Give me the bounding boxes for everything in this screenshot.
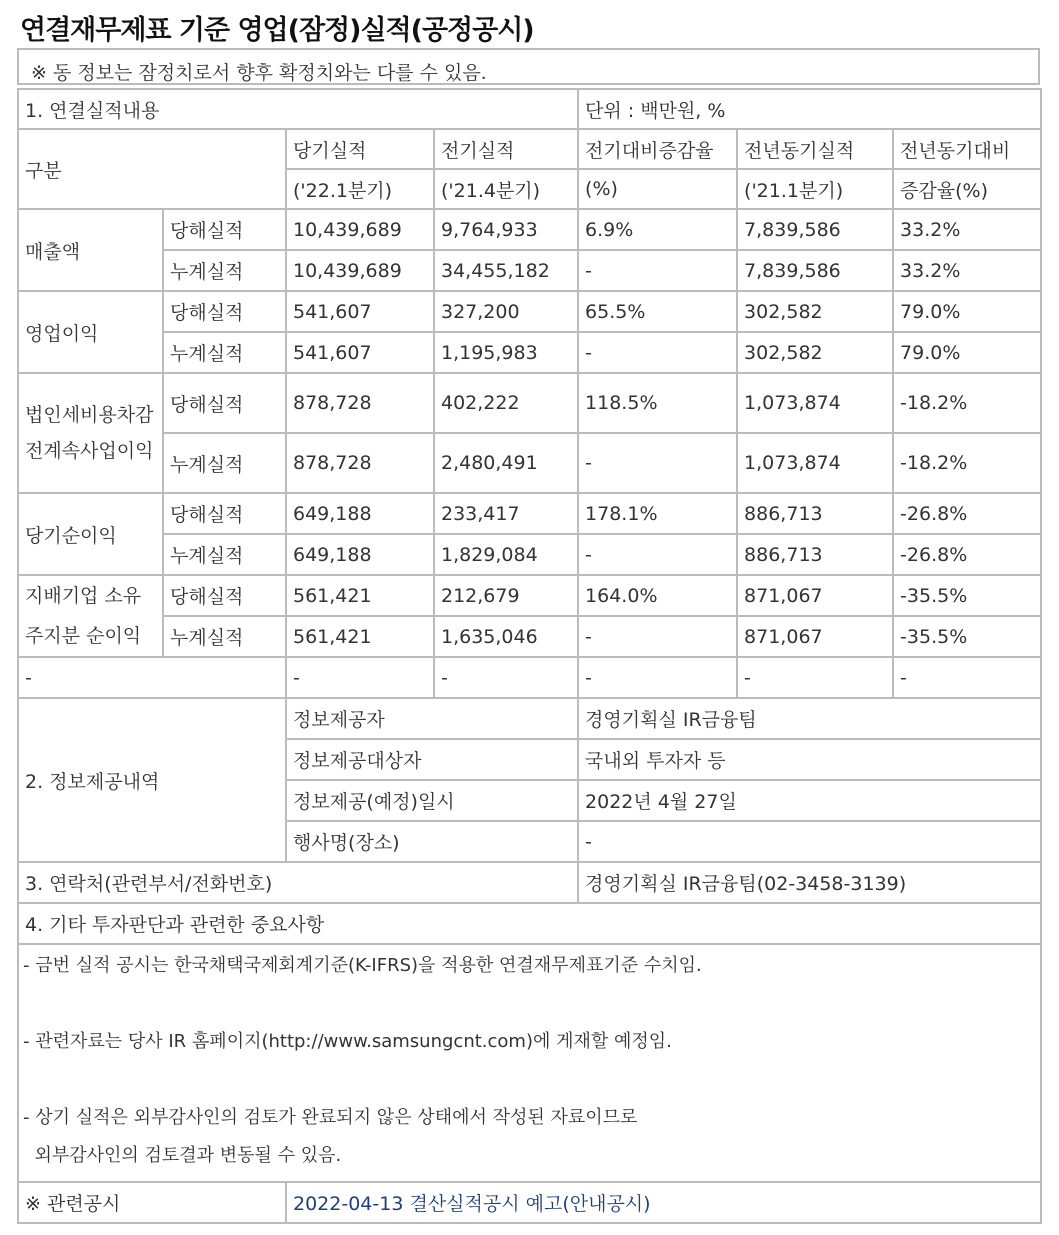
notes-block [18, 944, 1041, 1182]
row-label-revenue: 매출액 [18, 209, 163, 291]
cell-yoy-prev: 886,713 [737, 493, 893, 534]
cell-yoy: -35.5% [893, 616, 1041, 657]
cell-yoy: 79.0% [893, 332, 1041, 373]
notice-text: ※ 동 정보는 잠정치로서 향후 확정치와는 다를 수 있음. [17, 48, 1040, 85]
note-line: - 관련자료는 당사 IR 홈페이지(http://www.samsungcnt.com)에 게재할 예정임. [23, 1031, 672, 1052]
dash-cell: - [18, 657, 286, 698]
dash-cell: - [893, 657, 1041, 698]
header-current-period: ('22.1분기) [286, 169, 434, 209]
header-category: 구분 [18, 129, 286, 209]
cell-previous: 212,679 [434, 575, 578, 616]
info-key: 행사명(장소) [286, 821, 578, 862]
header-qoq-unit: (%) [578, 169, 737, 209]
row-type: 누계실적 [163, 433, 286, 493]
info-value: 국내외 투자자 등 [578, 739, 1041, 780]
cell-qoq: - [578, 433, 737, 493]
cell-qoq: 178.1% [578, 493, 737, 534]
cell-yoy: -26.8% [893, 534, 1041, 575]
row-type: 당해실적 [163, 373, 286, 433]
cell-yoy: -18.2% [893, 373, 1041, 433]
section1-label: 1. 연결실적내용 [18, 89, 578, 129]
cell-yoy-prev: 1,073,874 [737, 373, 893, 433]
cell-previous: 233,417 [434, 493, 578, 534]
row-label-net-income: 당기순이익 [18, 493, 163, 575]
note-line: 외부감사인의 검토결과 변동될 수 있음. [23, 1145, 342, 1166]
cell-yoy-prev: 871,067 [737, 616, 893, 657]
cell-qoq: - [578, 250, 737, 291]
cell-yoy-prev: 871,067 [737, 575, 893, 616]
row-type: 누계실적 [163, 534, 286, 575]
cell-current: 10,439,689 [286, 250, 434, 291]
cell-previous: 34,455,182 [434, 250, 578, 291]
header-yoy: 전년동기대비 [893, 129, 1041, 169]
row-label-pretax-income: 법인세비용차감전계속사업이익 [18, 373, 163, 493]
header-yoy-unit: 증감율(%) [893, 169, 1041, 209]
info-key: 정보제공(예정)일시 [286, 780, 578, 821]
results-table [17, 88, 1042, 1224]
cell-qoq: - [578, 616, 737, 657]
page-title: 연결재무제표 기준 영업(잠정)실적(공정공시) [20, 15, 534, 46]
row-type: 당해실적 [163, 209, 286, 250]
cell-yoy-prev: 7,839,586 [737, 250, 893, 291]
section3-label: 3. 연락처(관련부서/전화번호) [18, 862, 578, 903]
header-previous: 전기실적 [434, 129, 578, 169]
cell-current: 541,607 [286, 332, 434, 373]
dash-cell: - [737, 657, 893, 698]
cell-yoy: 33.2% [893, 250, 1041, 291]
cell-yoy: 33.2% [893, 209, 1041, 250]
cell-yoy: -35.5% [893, 575, 1041, 616]
info-value: 2022년 4월 27일 [578, 780, 1041, 821]
section2-label: 2. 정보제공내역 [18, 698, 286, 862]
header-yoy-prev-period: ('21.1분기) [737, 169, 893, 209]
header-qoq: 전기대비증감율 [578, 129, 737, 169]
cell-previous: 9,764,933 [434, 209, 578, 250]
dash-cell: - [286, 657, 434, 698]
cell-previous: 2,480,491 [434, 433, 578, 493]
cell-current: 878,728 [286, 373, 434, 433]
header-previous-period: ('21.4분기) [434, 169, 578, 209]
note-line [23, 1061, 1036, 1099]
unit-label: 단위 : 백만원, % [578, 89, 1041, 129]
cell-current: 878,728 [286, 433, 434, 493]
note-line: - 상기 실적은 외부감사인의 검토가 완료되지 않은 상태에서 작성된 자료이므로 [23, 1107, 638, 1128]
cell-yoy-prev: 7,839,586 [737, 209, 893, 250]
section4-label: 4. 기타 투자판단과 관련한 중요사항 [18, 903, 1041, 944]
cell-yoy-prev: 302,582 [737, 332, 893, 373]
header-yoy-prev: 전년동기실적 [737, 129, 893, 169]
cell-qoq: 6.9% [578, 209, 737, 250]
row-type: 누계실적 [163, 616, 286, 657]
cell-qoq: 65.5% [578, 291, 737, 332]
row-type: 당해실적 [163, 575, 286, 616]
cell-current: 541,607 [286, 291, 434, 332]
cell-previous: 327,200 [434, 291, 578, 332]
info-value: - [578, 821, 1041, 862]
note-line [23, 985, 1036, 1023]
header-current: 당기실적 [286, 129, 434, 169]
cell-qoq: 118.5% [578, 373, 737, 433]
cell-yoy-prev: 886,713 [737, 534, 893, 575]
cell-yoy: 79.0% [893, 291, 1041, 332]
row-label-operating-profit: 영업이익 [18, 291, 163, 373]
row-type: 누계실적 [163, 332, 286, 373]
cell-current: 649,188 [286, 493, 434, 534]
dash-cell: - [578, 657, 737, 698]
related-label: ※ 관련공시 [18, 1182, 286, 1223]
cell-previous: 1,635,046 [434, 616, 578, 657]
cell-yoy: -18.2% [893, 433, 1041, 493]
cell-yoy-prev: 302,582 [737, 291, 893, 332]
dash-cell: - [434, 657, 578, 698]
related-disclosure-link[interactable]: 2022-04-13 결산실적공시 예고(안내공시) [286, 1182, 1041, 1223]
info-key: 정보제공자 [286, 698, 578, 739]
cell-yoy-prev: 1,073,874 [737, 433, 893, 493]
note-line: - 금번 실적 공시는 한국채택국제회계기준(K-IFRS)을 적용한 연결재무제표기준 수치임. [23, 955, 702, 976]
contact-value: 경영기획실 IR금융팀(02-3458-3139) [578, 862, 1041, 903]
cell-qoq: 164.0% [578, 575, 737, 616]
info-value: 경영기획실 IR금융팀 [578, 698, 1041, 739]
cell-current: 561,421 [286, 616, 434, 657]
row-type: 당해실적 [163, 493, 286, 534]
cell-current: 10,439,689 [286, 209, 434, 250]
row-type: 당해실적 [163, 291, 286, 332]
row-type: 누계실적 [163, 250, 286, 291]
cell-qoq: - [578, 534, 737, 575]
cell-current: 561,421 [286, 575, 434, 616]
cell-qoq: - [578, 332, 737, 373]
row-label-controlling-net-income: 지배기업 소유주지분 순이익 [18, 575, 163, 657]
cell-previous: 1,195,983 [434, 332, 578, 373]
cell-previous: 1,829,084 [434, 534, 578, 575]
cell-yoy: -26.8% [893, 493, 1041, 534]
cell-current: 649,188 [286, 534, 434, 575]
cell-previous: 402,222 [434, 373, 578, 433]
info-key: 정보제공대상자 [286, 739, 578, 780]
